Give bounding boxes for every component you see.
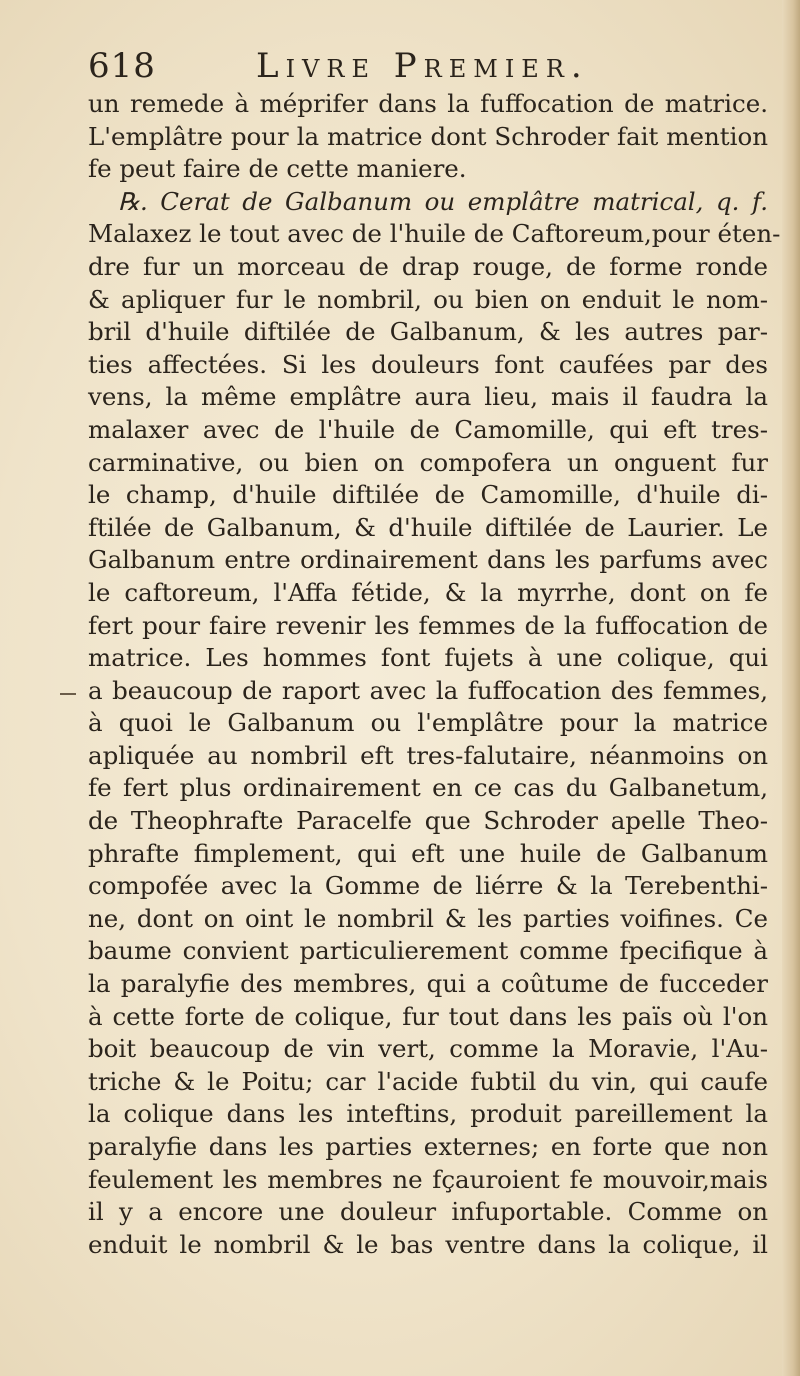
text-line: phrafte fimplement, qui eft une huile de Galbanum [88, 838, 768, 868]
text-line: malaxer avec de l'huile de Camomille, qui eft tres- [88, 414, 768, 444]
text-line: apliquée au nombril eft tres-falutaire, néanmoins on [88, 740, 768, 770]
text-line: L'emplâtre pour la matrice dont Schroder fait mention [88, 121, 768, 151]
text-line: feulement les membres ne fçauroient fe mouvoir,mais [88, 1164, 768, 1194]
margin-mark [60, 693, 76, 695]
text-line: enduit le nombril & le bas ventre dans la colique, il [88, 1229, 768, 1259]
text-line: le caftoreum, l'Affa fétide, & la myrrhe, dont on fe [88, 577, 768, 607]
text-line: ftilée de Galbanum, & d'huile diftilée de Laurier. Le [88, 512, 768, 542]
text-line: matrice. Les hommes font fujets à une colique, qui [88, 643, 768, 673]
text-line: à quoi le Galbanum ou l'emplâtre pour la matrice [88, 708, 768, 738]
page-edge-shadow [782, 0, 800, 1376]
text-line: fe fert plus ordinairement en ce cas du Galbanetum, [88, 773, 768, 803]
text-line: le champ, d'huile diftilée de Camomille, d'huile di- [88, 480, 768, 510]
text-line: Galbanum entre ordinairement dans les parfums avec [88, 545, 768, 575]
text-line: & apliquer fur le nombril, ou bien on enduit le nom- [88, 284, 768, 314]
text-line: la colique dans les inteftins, produit pareillement la [88, 1099, 768, 1129]
text-line: il y a encore une douleur infuportable. Comme on [88, 1197, 768, 1227]
text-line: paralyfie dans les parties externes; en forte que non [88, 1132, 768, 1161]
text-line: à cette forte de colique, fur tout dans les païs où l'on [88, 1001, 768, 1031]
text-line: compofée avec la Gomme de liérre & la Terebenthi- [88, 871, 768, 901]
running-title: Livre Premier. [256, 46, 589, 86]
recipe-line: ℞. Cerat de Galbanum ou emplâtre matrical, q. f. [118, 186, 768, 216]
page-number: 618 [88, 46, 156, 86]
text-line: Malaxez le tout avec de l'huile de Caftoreum,pour éten- [88, 219, 781, 249]
page-header [88, 44, 688, 92]
text-line: boit beaucoup de vin vert, comme la Moravie, l'Au- [88, 1034, 768, 1064]
text-line: baume convient particulierement comme fpecifique à [88, 936, 768, 966]
text-line: ties affectées. Si les douleurs font caufées par des [88, 349, 768, 379]
body-text [88, 88, 781, 1261]
text-line: a beaucoup de raport avec la fuffocation des femmes, [88, 675, 768, 705]
text-line: la paralyfie des membres, qui a coûtume de fucceder [88, 969, 768, 999]
text-line: bril d'huile diftilée de Galbanum, & les autres par- [88, 317, 768, 347]
text-line: de Theophrafte Paracelfe que Schroder apelle Theo- [88, 806, 768, 836]
text-line: carminative, ou bien on compofera un onguent fur [88, 447, 768, 477]
text-line: dre fur un morceau de drap rouge, de forme ronde [88, 251, 768, 281]
text-line: un remede à méprifer dans la fuffocation de matrice. [88, 89, 768, 118]
text-line: fert pour faire revenir les femmes de la fuffocation de [88, 610, 768, 640]
text-line: vens, la même emplâtre aura lieu, mais il faudra la [88, 382, 768, 412]
text-line: triche & le Poitu; car l'acide fubtil du vin, qui caufe [88, 1066, 768, 1096]
text-line: fe peut faire de cette maniere. [88, 154, 467, 184]
text-line: ne, dont on oint le nombril & les parties voifines. Ce [88, 903, 768, 933]
